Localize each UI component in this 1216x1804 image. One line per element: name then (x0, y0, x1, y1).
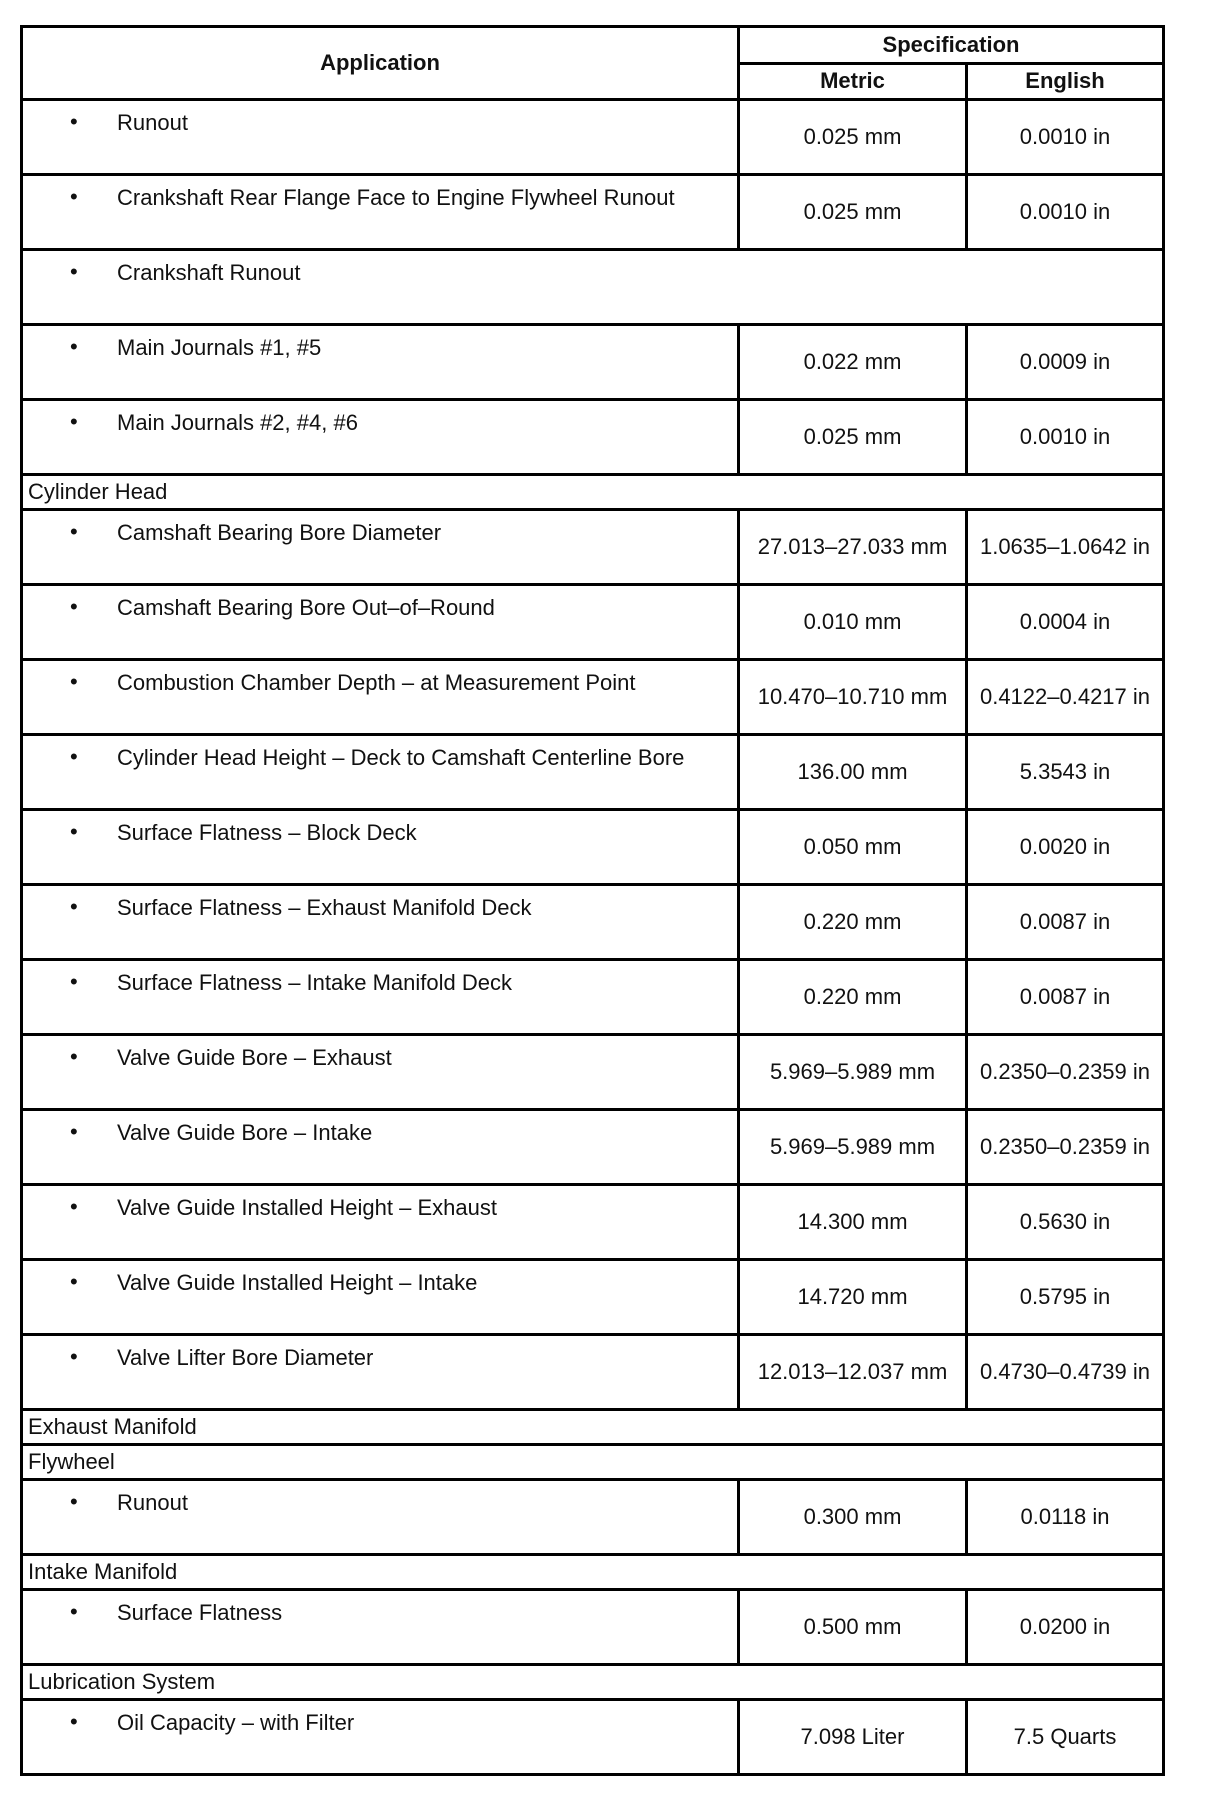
application-label: Main Journals #2, #4, #6 (117, 410, 358, 435)
bullet-icon: • (70, 1489, 78, 1514)
header-english: English (967, 63, 1164, 100)
application-label: Runout (117, 110, 188, 135)
metric-value: 0.050 mm (739, 810, 967, 885)
english-value: 0.0010 in (967, 100, 1164, 175)
metric-value: 27.013–27.033 mm (739, 510, 967, 585)
bullet-icon: • (70, 519, 78, 544)
english-value: 0.0087 in (967, 960, 1164, 1035)
application-label: Oil Capacity – with Filter (117, 1710, 355, 1735)
application-cell (22, 1480, 739, 1555)
application-cell (22, 100, 739, 175)
application-label: Crankshaft Runout (117, 260, 301, 285)
application-label: Valve Guide Bore – Exhaust (117, 1045, 392, 1070)
application-cell (22, 1110, 739, 1185)
section-row (22, 1410, 1164, 1445)
section-label: Exhaust Manifold (22, 1410, 1164, 1445)
section-row (22, 1665, 1164, 1700)
table-row (22, 250, 1164, 325)
table-row (22, 810, 1164, 885)
section-label: Intake Manifold (22, 1555, 1164, 1590)
bullet-icon: • (70, 1709, 78, 1734)
english-value: 0.4730–0.4739 in (967, 1335, 1164, 1410)
metric-value: 14.300 mm (739, 1185, 967, 1260)
english-value: 0.0010 in (967, 175, 1164, 250)
application-label: Cylinder Head Height – Deck to Camshaft Centerline Bore (117, 745, 685, 770)
section-label: Cylinder Head (22, 475, 1164, 510)
table-row (22, 1480, 1164, 1555)
metric-value: 0.010 mm (739, 585, 967, 660)
bullet-icon: • (70, 819, 78, 844)
application-label: Valve Lifter Bore Diameter (117, 1345, 374, 1370)
english-value: 0.0009 in (967, 325, 1164, 400)
application-label: Combustion Chamber Depth – at Measurement Point (117, 670, 636, 695)
metric-value: 0.022 mm (739, 325, 967, 400)
bullet-icon: • (70, 1599, 78, 1624)
english-value: 0.0200 in (967, 1590, 1164, 1665)
bullet-icon: • (70, 1044, 78, 1069)
english-value: 0.5795 in (967, 1260, 1164, 1335)
bullet-icon: • (70, 894, 78, 919)
table-row (22, 325, 1164, 400)
table-row (22, 1700, 1164, 1775)
section-label: Lubrication System (22, 1665, 1164, 1700)
table-row (22, 585, 1164, 660)
metric-value: 0.025 mm (739, 400, 967, 475)
application-cell (22, 585, 739, 660)
bullet-icon: • (70, 744, 78, 769)
metric-value: 7.098 Liter (739, 1700, 967, 1775)
metric-value: 5.969–5.989 mm (739, 1035, 967, 1110)
application-cell (22, 810, 739, 885)
application-label: Surface Flatness (117, 1600, 283, 1625)
table-row (22, 400, 1164, 475)
application-label: Main Journals #1, #5 (117, 335, 322, 360)
bullet-icon: • (70, 1344, 78, 1369)
bullet-icon: • (70, 409, 78, 434)
table-row (22, 175, 1164, 250)
application-cell (22, 400, 739, 475)
application-cell (22, 1260, 739, 1335)
bullet-icon: • (70, 1194, 78, 1219)
metric-value: 5.969–5.989 mm (739, 1110, 967, 1185)
application-cell (22, 325, 739, 400)
application-label: Surface Flatness – Block Deck (117, 820, 417, 845)
metric-value: 0.220 mm (739, 960, 967, 1035)
english-value: 0.0010 in (967, 400, 1164, 475)
specification-table (20, 25, 1165, 1776)
bullet-icon: • (70, 1269, 78, 1294)
table-body (22, 100, 1164, 1775)
application-cell (22, 660, 739, 735)
application-cell (22, 1700, 739, 1775)
english-value: 0.2350–0.2359 in (967, 1035, 1164, 1110)
metric-value: 14.720 mm (739, 1260, 967, 1335)
english-value: 0.4122–0.4217 in (967, 660, 1164, 735)
table-row (22, 960, 1164, 1035)
application-label: Runout (117, 1490, 188, 1515)
application-cell (22, 960, 739, 1035)
bullet-icon: • (70, 669, 78, 694)
bullet-icon: • (70, 594, 78, 619)
metric-value: 0.025 mm (739, 100, 967, 175)
table-row (22, 1590, 1164, 1665)
bullet-icon: • (70, 109, 78, 134)
bullet-icon: • (70, 1119, 78, 1144)
metric-value: 136.00 mm (739, 735, 967, 810)
application-label: Surface Flatness – Intake Manifold Deck (117, 970, 512, 995)
bullet-icon: • (70, 334, 78, 359)
table-row (22, 660, 1164, 735)
application-cell (22, 1035, 739, 1110)
metric-value: 10.470–10.710 mm (739, 660, 967, 735)
section-row (22, 475, 1164, 510)
english-value: 1.0635–1.0642 in (967, 510, 1164, 585)
application-cell (22, 1590, 739, 1665)
application-cell (22, 1185, 739, 1260)
english-value: 0.5630 in (967, 1185, 1164, 1260)
application-label: Valve Guide Bore – Intake (117, 1120, 373, 1145)
table-row (22, 885, 1164, 960)
bullet-icon: • (70, 259, 78, 284)
table-row (22, 1335, 1164, 1410)
metric-value: 0.025 mm (739, 175, 967, 250)
application-cell (22, 885, 739, 960)
table-header (22, 27, 1164, 100)
table-row (22, 100, 1164, 175)
english-value: 0.2350–0.2359 in (967, 1110, 1164, 1185)
application-label: Camshaft Bearing Bore Out–of–Round (117, 595, 495, 620)
application-cell (22, 175, 739, 250)
application-label: Crankshaft Rear Flange Face to Engine Flywheel Runout (117, 185, 675, 210)
table-row (22, 1035, 1164, 1110)
application-cell (22, 735, 739, 810)
english-value: 0.0004 in (967, 585, 1164, 660)
english-value: 0.0118 in (967, 1480, 1164, 1555)
header-metric: Metric (739, 63, 967, 100)
english-value: 0.0020 in (967, 810, 1164, 885)
english-value: 7.5 Quarts (967, 1700, 1164, 1775)
table-row (22, 1260, 1164, 1335)
header-specification: Specification (739, 27, 1164, 64)
metric-value: 12.013–12.037 mm (739, 1335, 967, 1410)
metric-value: 0.300 mm (739, 1480, 967, 1555)
table-row (22, 510, 1164, 585)
bullet-icon: • (70, 184, 78, 209)
table-row (22, 735, 1164, 810)
application-cell (22, 510, 739, 585)
bullet-icon: • (70, 969, 78, 994)
header-application: Application (22, 27, 739, 100)
section-row (22, 1555, 1164, 1590)
table-row (22, 1110, 1164, 1185)
english-value: 0.0087 in (967, 885, 1164, 960)
metric-value: 0.220 mm (739, 885, 967, 960)
application-cell (22, 1335, 739, 1410)
section-row (22, 1445, 1164, 1480)
application-cell (22, 250, 1164, 325)
application-label: Camshaft Bearing Bore Diameter (117, 520, 442, 545)
english-value: 5.3543 in (967, 735, 1164, 810)
section-label: Flywheel (22, 1445, 1164, 1480)
application-label: Valve Guide Installed Height – Intake (117, 1270, 478, 1295)
metric-value: 0.500 mm (739, 1590, 967, 1665)
table-row (22, 1185, 1164, 1260)
application-label: Surface Flatness – Exhaust Manifold Deck (117, 895, 532, 920)
application-label: Valve Guide Installed Height – Exhaust (117, 1195, 497, 1220)
